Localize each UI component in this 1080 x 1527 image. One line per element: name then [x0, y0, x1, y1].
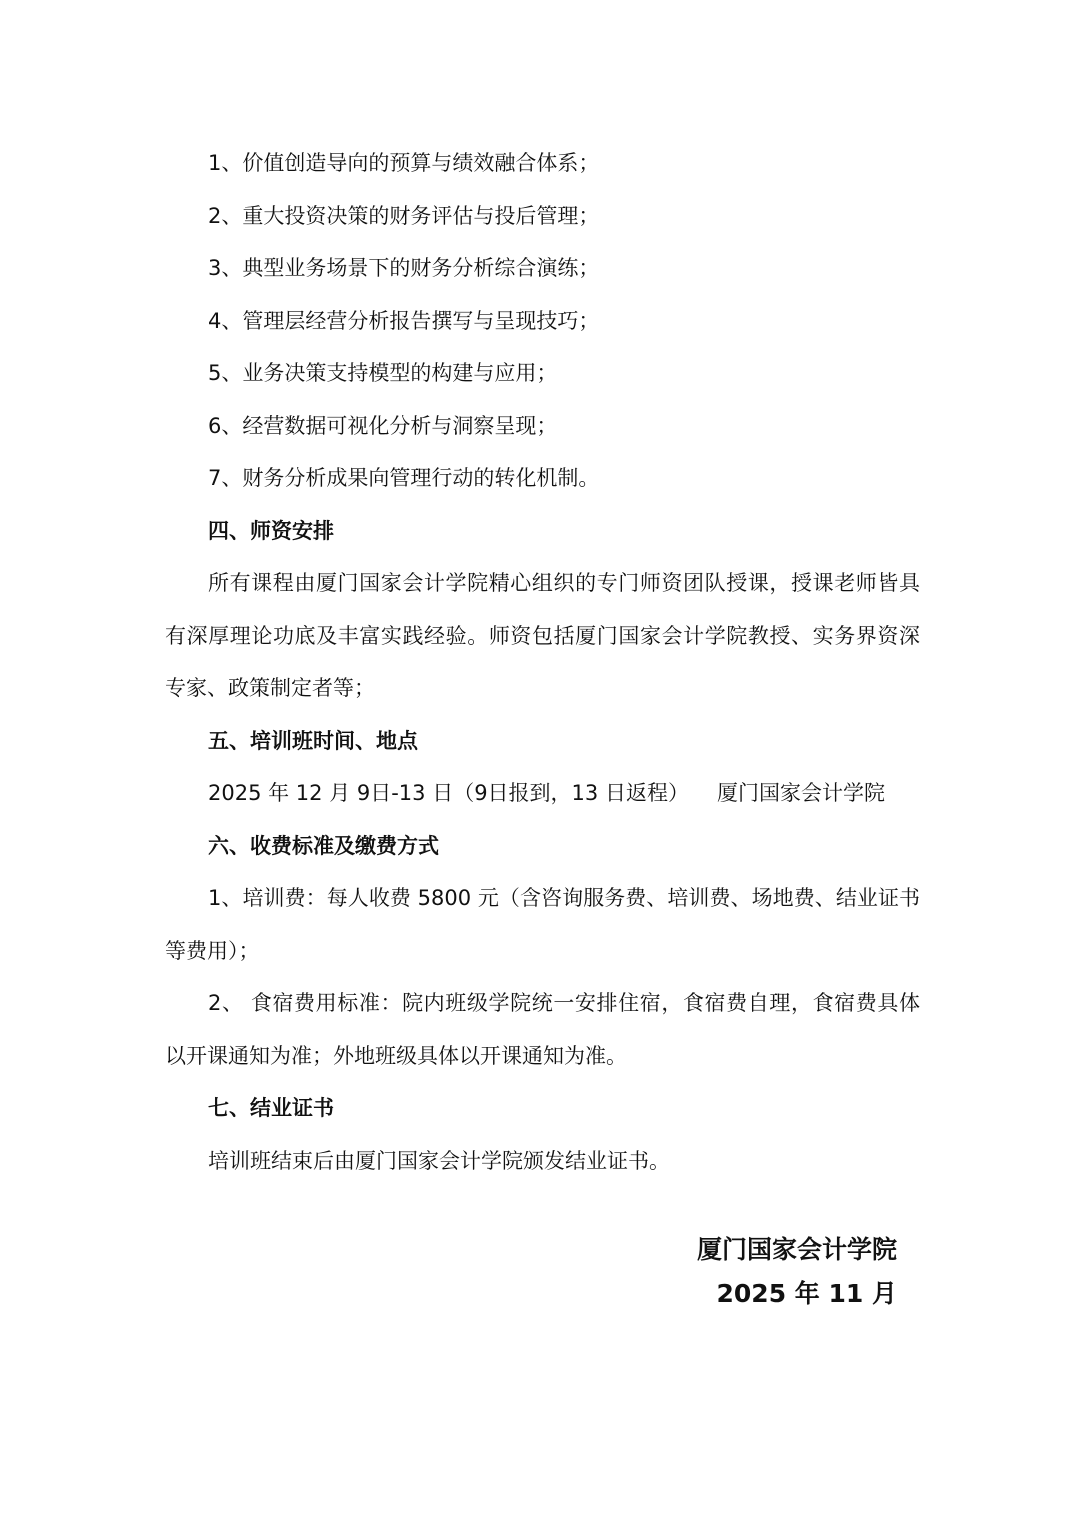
time-location-line [165, 767, 920, 820]
training-location: 厦门国家会计学院 [716, 781, 885, 805]
section-heading-faculty: 四、师资安排 [208, 518, 334, 543]
list-item: 2、重大投资决策的财务评估与投后管理； [208, 203, 600, 228]
list-item: 6、经营数据可视化分析与洞察呈现； [208, 413, 558, 438]
list-item: 5、业务决策支持模型的构建与应用； [208, 361, 558, 385]
list-item: 1、价值创造导向的预算与绩效融合体系； [208, 151, 600, 175]
training-date: 2025 年 12 月 9日-13 日（9日报到，13 日返程） [208, 781, 689, 805]
signature-date: 2025 年 11 月 [716, 1279, 897, 1308]
document-body [165, 137, 920, 1187]
list-item: 3、典型业务场景下的财务分析综合演练； [208, 256, 600, 280]
fee-item-training: 1、培训费：每人收费 5800 元（含咨询服务费、培训费、场地费、结业证书等费用）； [165, 886, 920, 963]
section-heading-time-location: 五、培训班时间、地点 [208, 728, 418, 753]
fee-item-lodging: 2、 食宿费用标准：院内班级学院统一安排住宿，食宿费自理，食宿费具体以开课通知为准；外地班级具体以开课通知为准。 [165, 991, 920, 1068]
list-item: 4、管理层经营分析报告撰写与呈现技巧； [208, 308, 600, 333]
certificate-text: 培训班结束后由厦门国家会计学院颁发结业证书。 [208, 1148, 670, 1173]
faculty-paragraph: 所有课程由厦门国家会计学院精心组织的专门师资团队授课，授课老师皆具有深厚理论功底及丰富实践经验。师资包括厦门国家会计学院教授、实务界资深专家、政策制定者等； [165, 571, 920, 700]
section-heading-fees: 六、收费标准及缴费方式 [208, 833, 439, 858]
section-heading-certificate: 七、结业证书 [208, 1096, 334, 1120]
signature-block [697, 1228, 897, 1316]
list-item: 7、财务分析成果向管理行动的转化机制。 [208, 466, 600, 490]
signature-org: 厦门国家会计学院 [696, 1235, 897, 1264]
